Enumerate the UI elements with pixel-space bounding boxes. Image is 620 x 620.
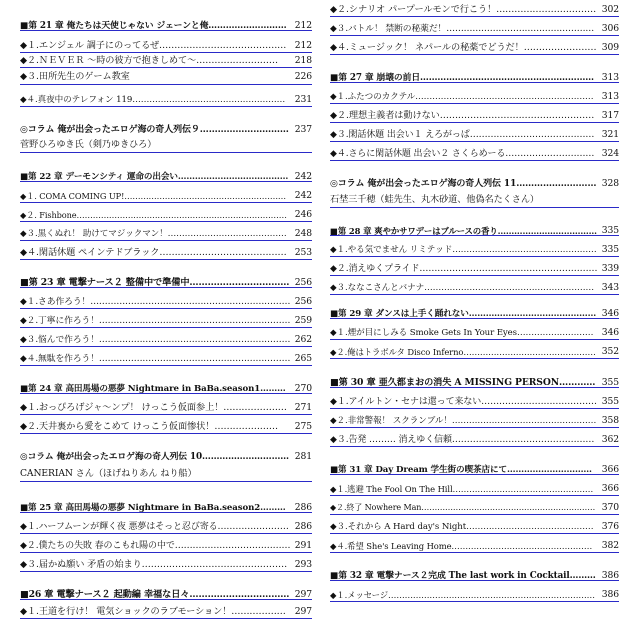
toc-entry-title: ◆１.メッセージ………………………………………………………………… [330,590,595,600]
toc-underline-rule [330,207,619,208]
toc-page-number: 256 [294,277,312,288]
toc-page-number: 335 [601,244,619,255]
toc-underline-rule [330,256,619,257]
toc-entry [330,263,619,275]
toc-page-number: 237 [294,124,312,135]
toc-underline-rule [20,308,312,309]
toc-entry [20,296,312,308]
toc-page-number: 376 [601,521,619,532]
toc-underline-rule [330,122,619,123]
toc-entry-title: ◆４.さらに閑話休題 出会い２ さくらめーる………………………… [330,149,595,159]
toc-underline-rule [330,103,619,104]
toc-underline-rule [20,52,312,53]
toc-underline-rule [20,433,312,434]
toc-entry-title: ◆３.田所先生のゲーム教室 [20,71,130,82]
toc-page-number: 293 [294,559,312,570]
toc-page-number: 281 [294,451,312,462]
toc-page-number: 270 [294,383,312,394]
toc-entry-title: ◆２.俺はトラボルタ Disco Inferno………………………………………… [330,347,596,357]
toc-page-number: 231 [294,94,312,105]
toc-underline-rule [20,346,312,347]
toc-underline-rule [20,533,312,534]
toc-page-number: 253 [294,247,312,258]
toc-underline-rule [330,387,619,388]
toc-entry [20,421,312,433]
toc-entry-title: ◆２.理想主義者は動けない…………………………………………… [330,110,595,121]
toc-entry [20,315,312,327]
toc-underline-rule [20,618,312,619]
toc-entry [330,23,619,35]
toc-entry-title: ◆４.無駄を作ろう！………………………………………………………… [20,354,291,364]
toc-entry-title: ◆１.煙が目にしみる Smoke Gets In Your Eyes……………………… [330,328,594,338]
toc-page-number: 366 [601,483,619,494]
toc-underline-rule [20,287,312,288]
toc-entry-title: ◎コラム 俺が出会ったエロゲ海の奇人列伝 10………………………… [20,452,289,462]
toc-entry-title: ■第 30 章 亜久都まおの消失 A MISSING PERSON………… [330,377,596,388]
toc-chapter-heading [20,124,312,136]
toc-underline-rule [20,259,312,260]
toc-entry-title: ■第 24 章 高田馬場の悪夢 Nightmare in BaBa.season1……… [20,384,286,394]
toc-underline-rule [330,35,619,36]
toc-entry [330,91,619,103]
toc-entry-title: 石埜三千穂（蛙先生、丸木砂道、他偽名たくさん） [330,194,540,205]
toc-entry [20,247,312,259]
toc-page-number: 362 [601,434,619,445]
toc-entry-title: ■26 章 電撃ナース２ 起動編 幸福な日々…………………………… [20,589,290,600]
toc-entry [20,334,312,346]
toc-entry [330,346,619,358]
toc-entry-title: ◆３.それから A Hard day's Night……………………………………… [330,522,594,532]
toc-entry [330,110,619,122]
toc-page-number: 386 [601,589,619,600]
toc-page-number: 309 [601,42,619,53]
toc-entry [330,327,619,339]
toc-entry-title: ◆１.さあ作ろう！…………………………………………………………… [20,297,291,307]
toc-page-number: 242 [294,190,312,201]
toc-entry [330,502,619,514]
toc-page-number: 286 [294,502,312,513]
toc-page-number: 242 [294,171,312,182]
toc-entry-title: ◆２.丁寧に作ろう！………………………………………………………… [20,316,291,326]
toc-underline-rule [330,408,619,409]
toc-underline-rule [330,235,619,236]
toc-entry [20,353,312,365]
toc-entry-title: ◆１.やる気でません リミテッド…………………………………………… [330,245,597,255]
toc-left-column [20,0,312,620]
toc-page-number: 355 [601,396,619,407]
toc-entry-title: ◆２. Fishbone…………………………………………………………………… [20,210,287,220]
toc-right-column [330,0,619,620]
toc-page-number: 370 [601,502,619,513]
toc-page-number: 297 [294,589,312,600]
toc-page-number: 259 [294,315,312,326]
toc-entry-title: ◆２.シナリオ パープールモンで行こう！…………………………… [330,4,597,15]
toc-entry [20,55,312,67]
toc-page-number: 339 [601,263,619,274]
toc-underline-rule [330,533,619,534]
toc-underline-rule [330,358,619,359]
toc-page-number: 343 [601,282,619,293]
toc-underline-rule [20,202,312,203]
toc-entry-title: ◆１.アイルトン・セナは還って来ない………………………………… [330,397,597,407]
toc-entry [20,94,312,106]
toc-entry-title: ◆３.ななこさんとバナナ…………………………………………………… [330,283,594,293]
toc-page-number: 256 [294,296,312,307]
toc-entry-title: ◎コラム 俺が出会ったエロゲ海の奇人列伝９………………………… [20,125,289,135]
toc-entry [330,434,619,446]
toc-underline-rule [20,481,312,482]
toc-entry-title: ◆４.閑話休題 ペインテドブラック…………………………………… [20,247,287,258]
toc-underline-rule [20,512,312,513]
toc-underline-rule [330,160,619,161]
toc-underline-rule [20,181,312,182]
toc-page-number: 212 [294,40,312,51]
toc-underline-rule [20,240,312,241]
toc-underline-rule [330,514,619,515]
toc-page-number: 286 [294,521,312,532]
toc-page-number: 335 [601,225,619,236]
toc-entry [20,521,312,533]
toc-entry [330,129,619,141]
toc-entry [20,540,312,552]
toc-page-number: 246 [294,209,312,220]
toc-entry-title: ◆１.王道を行け！ 電気ショックのラブモーション！……………… [20,606,286,617]
toc-underline-rule [20,414,312,415]
toc-entry-title: ◆３.バトル！ 禁断の秘薬だ！…………………………………………… [330,24,595,34]
toc-entry-title: ◆１.ふたつのカクテル……………………………………………………… [330,92,594,102]
toc-chapter-heading [20,451,312,463]
toc-entry-title: ◆４.希望 She's Leaving Home…………………………………………… [330,541,593,551]
toc-entry-title: 菅野ひろゆき氏（剣乃ゆきひろ） [20,139,157,150]
toc-entry [20,209,312,221]
toc-entry-title: ◆３.黒くぬれ！ 助けてマジックマン！…………………………………… [20,229,287,239]
toc-page-number: 271 [294,402,312,413]
toc-entry [330,396,619,408]
toc-entry-title: ◎コラム 俺が出会ったエロゲ海の奇人列伝 11……………………… [330,179,597,189]
toc-entry [330,540,619,552]
toc-underline-rule [20,393,312,394]
toc-underline-rule [330,275,619,276]
toc-entry [20,468,312,480]
toc-page-number: 248 [294,228,312,239]
toc-underline-rule [330,474,619,475]
toc-entry-title: ■第 29 章 ダンスは上手く踊れない……………………………………… [330,309,597,319]
toc-page-number: 306 [601,23,619,34]
toc-underline-rule [20,84,312,85]
toc-underline-rule [20,30,312,31]
toc-underline-rule [20,327,312,328]
toc-entry-title: ◆３.閑話休題 出会い１ えろがっぱ…………………………………… [330,130,595,140]
toc-entry [330,483,619,495]
toc-entry-title: ◆１.ハーフムーンが輝く夜 悪夢はそっと忍び寄る…………………… [20,522,289,532]
toc-page-number: 226 [294,71,312,82]
toc-entry-title: ◆１.逃避 The Fool On The Hill…………………………………………… [330,484,594,494]
toc-entry-title: ◆２.天井裏から愛をこめて けっこう仮面惨状！………………… [20,421,278,432]
toc-chapter-heading [330,178,619,190]
toc-page-number: 302 [601,4,619,15]
toc-underline-rule [330,427,619,428]
toc-underline-rule [330,141,619,142]
toc-underline-rule [20,106,312,107]
toc-underline-rule [20,67,312,68]
toc-entry-title: ◆１. COMA COMING UP!…………………………………………………… [20,191,287,201]
toc-entry [20,559,312,571]
toc-entry-title: CANERIAN さん（ほげねりあん ねり船） [20,468,197,479]
toc-underline-rule [330,601,619,602]
toc-entry-title: ◆２.終了 Nowhere Man………………………………………………………… [330,503,596,512]
toc-page-number: 346 [601,327,619,338]
toc-entry-title: ◆１.エンジェル 調子にのってるぜ…………………………………… [20,40,287,51]
toc-underline-rule [20,365,312,366]
toc-page-number: 265 [294,353,312,364]
toc-entry [330,42,619,54]
toc-entry-title: ■第 25 章 高田馬場の悪夢 Nightmare in BaBa.season2……… [20,503,286,513]
toc-entry [20,190,312,202]
toc-underline-rule [330,54,619,55]
toc-entry-title: ■第 28 章 爽やかサワデーはブルースの香り……………………………… [330,226,597,236]
toc-page-number: 212 [294,20,312,31]
toc-page-number: 313 [601,91,619,102]
toc-underline-rule [330,318,619,319]
toc-page-number: 386 [601,570,619,581]
toc-entry [330,148,619,160]
toc-underline-rule [330,446,619,447]
toc-entry-title: ■第 27 章 崩壊の前日…………………………………………………… [330,73,594,83]
toc-page-number: 275 [294,421,312,432]
toc-entry-title: ■第 21 章 俺たちは天使じゃない ジェーンと俺……………………… [20,21,287,31]
toc-underline-rule [20,152,312,153]
toc-entry-title: ◆４.ミュージック！ ネパールの秘薬でどうだ！…………………… [330,42,597,53]
toc-page-number: 291 [294,540,312,551]
toc-entry [20,402,312,414]
toc-page-number: 313 [601,72,619,83]
toc-entry [330,521,619,533]
toc-underline-rule [20,221,312,222]
toc-entry-title: ◆４.真夜中のテレフォン 119……………………………………………… [20,95,286,105]
toc-entry [330,194,619,206]
toc-entry-title: ■第 22 章 デーモンシティ 運命の出会い………………………………… [20,172,289,182]
toc-entry-title: ◆３.悩んで作ろう！………………………………………………………… [20,335,291,345]
toc-entry-title: ◆２.非常警報！ スクランブル！…………………………………………… [330,416,597,426]
toc-entry [330,244,619,256]
toc-entry [330,282,619,294]
toc-underline-rule [330,82,619,83]
toc-page-number: 317 [601,110,619,121]
toc-entry-title: ■第 23 章 電撃ナース２ 整備中で準備中…………………………… [20,277,290,288]
toc-entry [20,71,312,83]
toc-underline-rule [330,339,619,340]
toc-underline-rule [330,552,619,553]
toc-entry-title: ◆２.僕たちの失敗 春のこもれ陽の中で………………………………… [20,541,291,551]
toc-page-number: 324 [601,148,619,159]
toc-entry-title: ◆３.告発 ……… 消えゆく信頼………………………………………… [330,435,595,445]
toc-page-number: 262 [294,334,312,345]
toc-underline-rule [330,495,619,496]
toc-page-number: 321 [601,129,619,140]
toc-entry [20,228,312,240]
toc-entry [20,606,312,618]
toc-underline-rule [330,294,619,295]
toc-underline-rule [20,552,312,553]
toc-page-number: 366 [601,464,619,475]
toc-page-number: 352 [601,346,619,357]
toc-underline-rule [330,16,619,17]
toc-underline-rule [20,599,312,600]
toc-entry-title: ◆２.消えゆくプライド…………………………………………………… [330,264,598,274]
toc-entry [330,415,619,427]
toc-underline-rule [20,571,312,572]
toc-page-number: 218 [294,55,312,66]
toc-page-number: 355 [601,377,619,388]
toc-entry-title: ◆３.届かぬ願い 矛盾の始まり………………………………………… [20,559,288,570]
toc-page-number: 328 [601,178,619,189]
toc-page-number: 382 [601,540,619,551]
toc-entry-title: ■第 31 章 Day Dream 学生街の喫茶店にて………………………… [330,465,592,475]
toc-entry [20,40,312,52]
toc-entry-title: ◆１.おっぴろげジャ～ンプ！ けっこう仮面参上！………………… [20,402,287,413]
toc-entry-title: ■第 32 章 電撃ナース２完成 The last work in Cocktail……… [330,571,596,581]
toc-entry [330,589,619,601]
toc-entry [330,4,619,16]
toc-entry [20,139,312,151]
toc-page-number: 297 [294,606,312,617]
toc-page-number: 358 [601,415,619,426]
toc-underline-rule [330,580,619,581]
toc-entry-title: ◆２.ＮＥＶＥＲ ～時の彼方で抱きしめて～……………………… [20,55,278,66]
toc-page-number: 346 [601,308,619,319]
